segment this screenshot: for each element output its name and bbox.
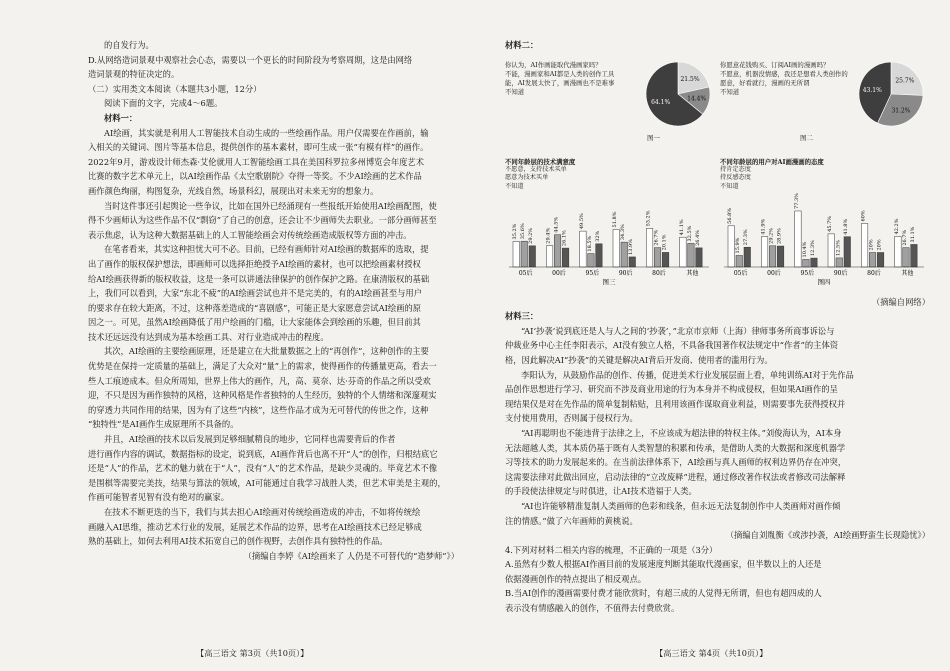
bar-chart-2 [720, 157, 930, 287]
bar-value-label: 26.7% [901, 229, 908, 246]
text-line: D.从网络造词景观中观察社会心态，需要以一个更长的时间阶段为考察周期，这是由网络 [88, 54, 413, 65]
text-line: （摘编自李婷《AI绘画来了 人仍是不可替代的“造梦师”》） [243, 550, 459, 561]
bar [513, 241, 520, 267]
x-tick-label: 90后 [618, 269, 633, 277]
text-line: 入相关的关键词、图片等基本信息，提供创作的基本素材，即可生成一张“有模有样”的画作。 [88, 142, 429, 153]
bar1-title: 不同年龄层的技术满意度 [505, 157, 576, 166]
text-line: 给AI绘画获得新的版权收益，这是一条可以讲通法律保护的创作保护之路。在康清版权的基础 [88, 273, 430, 284]
figure-caption: 图三 [602, 277, 616, 285]
text-line: 格，因此解决AI“抄袭”的关键是解决AI背后开发商、使用者的滥用行为。 [505, 354, 773, 365]
x-tick-label: 90后 [833, 269, 848, 277]
text-line: 材料一： [104, 112, 138, 123]
bar2-title: 不同年龄层的用户对AI画漫画的态度 [720, 157, 824, 166]
text-line: 技术还远远没有达到成为基本绘画工具、对行业造成冲击的程度。 [88, 331, 329, 342]
figure-caption: 图四 [817, 277, 831, 285]
bar [736, 255, 743, 267]
text-line: 熟的基础上，如何去利用AI技术拓宽自己的创作视野，去创作具有独特性的作品。 [88, 536, 388, 547]
bar [562, 248, 569, 267]
text-line: 其次，AI绘画的主要绘画原理，还是建立在大批量数据之上的“再创作”，这种创作的主要 [104, 346, 429, 357]
bar1-legend [505, 166, 715, 192]
bar-value-label: 28.9% [776, 227, 783, 244]
x-tick-label: 05后 [518, 269, 533, 277]
text-line: 这需要法律对此做出回应，启动法律的“立改废释”进程，通过修改著作权法或者修改司法解释 [505, 471, 846, 482]
bar2-legend [720, 166, 930, 192]
text-line: 在笔者看来，其实这种担忧大可不必。目前，已经有画师针对AI绘画的数据库的选取，提 [104, 244, 429, 255]
text-line: 画作颜色绚丽，构图复杂，光线自然，场景科幻，展现出对未来无穷的想象力。 [88, 185, 379, 196]
bar-value-label: 20% [868, 238, 875, 251]
bar [744, 247, 751, 267]
x-tick-label: 00后 [552, 269, 566, 277]
pie1-question: 你认为，AI作画能取代漫画家吗？ [505, 60, 602, 69]
text-line: “AI再聪明也不能违背于法律之上，不应该成为超法律的特权主体。”刘俊海认为，AI本身 [521, 427, 842, 438]
bar [688, 243, 695, 267]
bar-value-label: 41.9% [760, 218, 767, 235]
legend-entry: 不知道 [505, 88, 525, 97]
bar-chart-1 [505, 157, 715, 287]
question-4-options [505, 557, 930, 615]
bar [761, 236, 768, 266]
text-line: 品创作思想进行学习、研究而不涉及商业用途的行为本身并不构成侵权，但如果AI画作的呈 [505, 384, 838, 395]
bar-value-label: 41.1% [678, 218, 685, 235]
bar-value-label: 29.2% [528, 227, 535, 244]
text-line: 作画可能智者见智有没有绝对的赢家。 [88, 492, 230, 503]
bar [588, 253, 595, 266]
bar-value-label: 18.5% [586, 235, 593, 252]
bar [911, 244, 918, 267]
text-line: AI绘画，其实就是利用人工智能技术自动生成的一些绘画作品。用户仅需要在作画前，输 [104, 127, 429, 138]
legend-entry: 持肯定态度 [720, 165, 751, 173]
pie-chart-1 [505, 53, 715, 145]
text-line: 迎，不只是因为画作独特的风格，这种风格是作者独特的人生经历，独特的个人情绪和深邃观实 [88, 390, 437, 401]
left-text-body [88, 38, 459, 563]
text-line: 现结果仅是对在先作品的简单复制粘贴，且利用该画作谋取商业利益，则需要事先获得授权并 [505, 398, 846, 409]
text-line: 是围棋等需要完美技，结果与算法的领域，AI可能通过自我学习战胜人类，但艺术审美是主观的， [88, 477, 446, 488]
text-line: （二）实用类文本阅读（本题共3小题，12分） [88, 83, 262, 94]
text-line: “AI也许能够精准复制人类画师的色彩和线条，但永远无法复制创作中人类画师对画作倾 [521, 500, 841, 511]
text-line: 因之一。可见，虽然AI绘画降低了用户绘画的门槛，让大家能体会到绘画的乐趣，但目前其 [88, 317, 421, 328]
bar [844, 236, 851, 266]
bar [895, 236, 902, 267]
bar [869, 252, 876, 267]
pie-slice-label: 21.5% [680, 75, 700, 83]
right-page [475, 0, 950, 671]
bar [795, 211, 802, 267]
text-line: “AI‘抄袭’说到底还是人与人之间的‘抄袭’，”北京市京师（上海）律师事务所商事诉讼与 [521, 325, 835, 336]
x-tick-label: 05后 [733, 269, 748, 277]
legend-entry: 不愿意，机器没情感，我还是想看人类创作的 [720, 69, 848, 78]
text-line: 造词景观的特征决定的。 [88, 69, 180, 80]
pie-slice-label: 14.4% [687, 95, 707, 103]
bar-value-label: 32.5% [686, 225, 693, 242]
bar [596, 243, 603, 266]
bar [662, 252, 669, 267]
pie1-graphic [643, 59, 713, 129]
charts-area [505, 53, 930, 295]
bar [529, 245, 536, 266]
pie2-caption: 图二 [800, 133, 813, 142]
material2-source: （摘编自网络） [871, 296, 930, 307]
bar-value-label: 29.4% [545, 227, 552, 244]
bar-value-label: 77.3% [793, 192, 800, 209]
bar-value-label: 60% [860, 209, 867, 222]
bar-value-label: 26.1% [561, 229, 568, 246]
answer-option: B.当AI创作的漫画需要付费才能欣赏时，有超三成的人觉得无所谓，但也有超四成的人 [505, 588, 822, 599]
bar-value-label: 12.3% [809, 239, 816, 256]
pie2-graphic [856, 59, 926, 129]
answer-option: 表示没有情感融入的创作，不值得去付费欣赏。 [505, 603, 680, 614]
bar-value-label: 35.6% [520, 222, 527, 239]
text-line: 阅读下面的文字，完成4～6题。 [104, 98, 223, 109]
bar-value-label: 44.5% [553, 216, 560, 233]
bar-value-label: 41.8% [843, 218, 850, 235]
text-line: 比赛的数字艺术单元上，以AI绘画作品《太空歌剧院》夺得一等奖。不少AI绘画的艺术作品 [88, 171, 422, 182]
text-line: 表示焦虑，认为这种大数据基础上的人工智能绘画会对传统绘画造成版权等方面的冲击。 [88, 229, 412, 240]
bar [696, 247, 703, 266]
page-footer-left: 【高三语文 第3页（共10页）】 [196, 648, 309, 658]
text-line: 上，我们可以看到，大家“东北不疲”的AI绘画尝试也并不是完美的，有的AI绘画甚至与用户 [88, 288, 423, 299]
pie-slice-label: 25.7% [895, 77, 915, 85]
legend-entry: 不知道 [720, 183, 739, 191]
pie-slice-label: 64.1% [651, 98, 671, 106]
bar-value-label: 31.1% [909, 226, 916, 243]
text-line: 无法超越人类，其本质仍基于既有人类智慧的积累和传承，是借助人类的大数据和深度机器学 [505, 442, 846, 453]
bar [613, 229, 620, 267]
bar1-graphic [509, 193, 709, 285]
text-line: “独特性”是AI画作生成原理所不具备的。 [88, 419, 239, 430]
bar-value-label: 42.2% [893, 218, 900, 234]
legend-entry: 愿意为技术买单 [505, 174, 549, 182]
text-line: 仲裁业务中心主任李阳表示，AI没有独立人格，不具备我国著作权法规定中“作者”的主体资 [505, 340, 839, 351]
bar [803, 259, 810, 267]
bar [521, 241, 528, 267]
bar [877, 252, 884, 267]
legend-entry: 愿意，好看就行，漫画的无所谓 [720, 79, 810, 87]
bar [777, 246, 784, 267]
pie1-caption: 图一 [647, 133, 660, 142]
text-line: 优势是在保持一定质量的基础上，满足了大众对“量”上的需求，使得画作的传播量更高，看去一 [88, 361, 437, 372]
bar [836, 258, 843, 267]
legend-entry: 不知道 [720, 88, 740, 97]
text-line: 进行画作内容的调试，数据指标的设定，说到底，AI画作背后也离不开“人”的创作，归根结底它 [88, 448, 438, 459]
bar-value-label: 10.4% [801, 241, 808, 258]
legend-entry: 能，AI发展太快了，画漫画也不是难事 [505, 79, 615, 87]
bar [580, 231, 587, 267]
bar [646, 228, 653, 267]
bar-value-label: 26.7% [653, 229, 660, 246]
x-tick-label: 95后 [585, 269, 600, 277]
pie-chart-2 [720, 53, 930, 145]
bar [903, 247, 910, 266]
material3-title: 材料三： [505, 311, 539, 322]
bar [654, 247, 661, 266]
bar-value-label: 20% [876, 238, 883, 251]
x-tick-label: 80后 [652, 269, 666, 277]
text-line: 还是“人”的作品，艺术的魅力就在于“人”，没有“人”的艺术作品，是缺少灵魂的。毕竟艺术不像 [88, 463, 438, 474]
legend-entry: 不知道 [505, 183, 524, 191]
x-tick-label: 其他 [901, 269, 914, 277]
text-line: 习等技术的助力发展起来的。在当前法律体系下，AI绘画与真人画师的权利边界仍存在冲突， [505, 457, 847, 468]
bar-value-label: 20.1% [661, 234, 668, 251]
page-footer-right: 【高三语文 第4页（共10页）】 [655, 648, 768, 658]
x-tick-label: 00后 [767, 269, 781, 277]
bar [621, 242, 628, 267]
bar [554, 234, 561, 266]
text-line: 些人工痕迹成本。但众所周知，世界上伟大的画作，凡，高、莫奈、达·芬奇的作品之所以受欢 [88, 375, 431, 386]
text-line: 李阳认为，从鼓励作品的创作、传播，促进美术行业发展层面上看，单纯训练AI对于先作品 [521, 369, 854, 380]
bar-value-label: 34.3% [620, 223, 627, 240]
bar [811, 258, 818, 267]
pie1-legend [505, 70, 633, 98]
text-line: 在技术不断更迭的当下，我们与其去担心AI绘画对传统绘画造成的冲击，不如将传统绘 [104, 507, 421, 517]
text-line: 并且，AI绘画的技术以后发展到足够细腻精良的地步，它同样也需要背后的作者 [104, 434, 396, 445]
bar-value-label: 15.9% [735, 237, 742, 254]
text-line: （摘编自刘胤衡《或涉抄袭，AI绘画野蛮生长现隐忧》） [725, 530, 930, 541]
bar [629, 257, 636, 267]
bar-value-label: 27.3% [743, 228, 750, 245]
bar [728, 225, 735, 266]
bar-value-label: 45.7% [827, 215, 834, 232]
x-tick-label: 80后 [867, 269, 881, 277]
bar-value-label: 53.2% [645, 210, 652, 227]
pie-slice-label: 43.1% [862, 86, 882, 94]
bar [828, 233, 835, 266]
x-tick-label: 95后 [800, 269, 815, 277]
bar-value-label: 56.8% [727, 207, 734, 224]
bar [680, 237, 687, 267]
question-4: 4.下列对材料二相关内容的梳理，不正确的一项是（3分） [505, 544, 718, 555]
text-line: 出了画作的版权保护想法，即画师可以选择拒绝授予AI绘画的素材，也可以把绘画素材授权 [88, 258, 421, 269]
text-line: 注的情感。”做了六年画师的黄桃说。 [505, 515, 638, 526]
text-line: 的穿透力共同作用的结果，因为有了这些“内核”，这些作品才成为无可替代的传世之作，这种 [88, 404, 429, 415]
answer-option: 依据漫画创作的特点提出了相反观点。 [505, 573, 647, 584]
bar2-graphic [724, 193, 924, 285]
bar [861, 223, 868, 267]
pie-slice-label: 31.2% [891, 106, 911, 114]
pie2-question: 你愿意花钱购买、订阅AI画的漫画吗？ [720, 60, 830, 69]
text-line: 当时这件事还引起舆论一些争议，比如在国外已经涌现有一些报纸开始使用AI绘画配图，使 [104, 200, 437, 211]
bar-value-label: 29.2% [768, 227, 775, 244]
text-line: 得不少画师认为这些作品不仅“剽窃”了自己的创意，还会让不少画师失去职业。一部分画师甚至 [88, 215, 437, 226]
bar [546, 245, 553, 266]
pie2-legend [720, 70, 848, 98]
text-line: 的手段使法律规定与时俱进，让AI技术造福于人类。 [505, 486, 697, 497]
material2-title: 材料二： [505, 40, 539, 50]
bar-value-label: 35.2% [512, 223, 519, 240]
x-tick-label: 其他 [686, 269, 699, 277]
bar-value-label: 26.4% [694, 229, 701, 246]
right-text-body [505, 324, 930, 543]
text-line: 的自发行为。 [104, 40, 154, 50]
legend-entry: 不愿意，支持技术买单 [505, 165, 567, 173]
bar [769, 245, 776, 266]
text-line: 的要求存在较大距离，不过，这种落差造成的“喜剧感”，可能正是大家愿意尝试AI绘画的原 [88, 302, 422, 313]
legend-entry: 不能，漫画家和AI都是人类的创作工具 [505, 69, 615, 78]
text-line: 2022年9月，游戏设计师杰森·艾伦就用人工智能绘画工具在美国科罗拉多州博览会年度艺术 [88, 156, 425, 167]
text-line: 画融入AI思维，推动艺术行业的发展，延展艺术作品的边界，思考在AI绘画技术已经足够成 [88, 521, 422, 532]
answer-option: A.虽然有少数人根据AI作画目前的发展速度判断其能取代漫画家，但半数以上的人还是 [505, 559, 822, 570]
text-line: 支付使用费用，否则属于侵权行为。 [505, 413, 638, 424]
bar-value-label: 32% [594, 230, 601, 242]
legend-entry: 持反感态度 [720, 174, 751, 182]
bar-value-label: 49.5% [578, 212, 585, 229]
bar-value-label: 13.9% [628, 238, 635, 255]
bar-value-label: 51.8% [612, 211, 619, 228]
bar-value-label: 12.5% [835, 239, 842, 256]
